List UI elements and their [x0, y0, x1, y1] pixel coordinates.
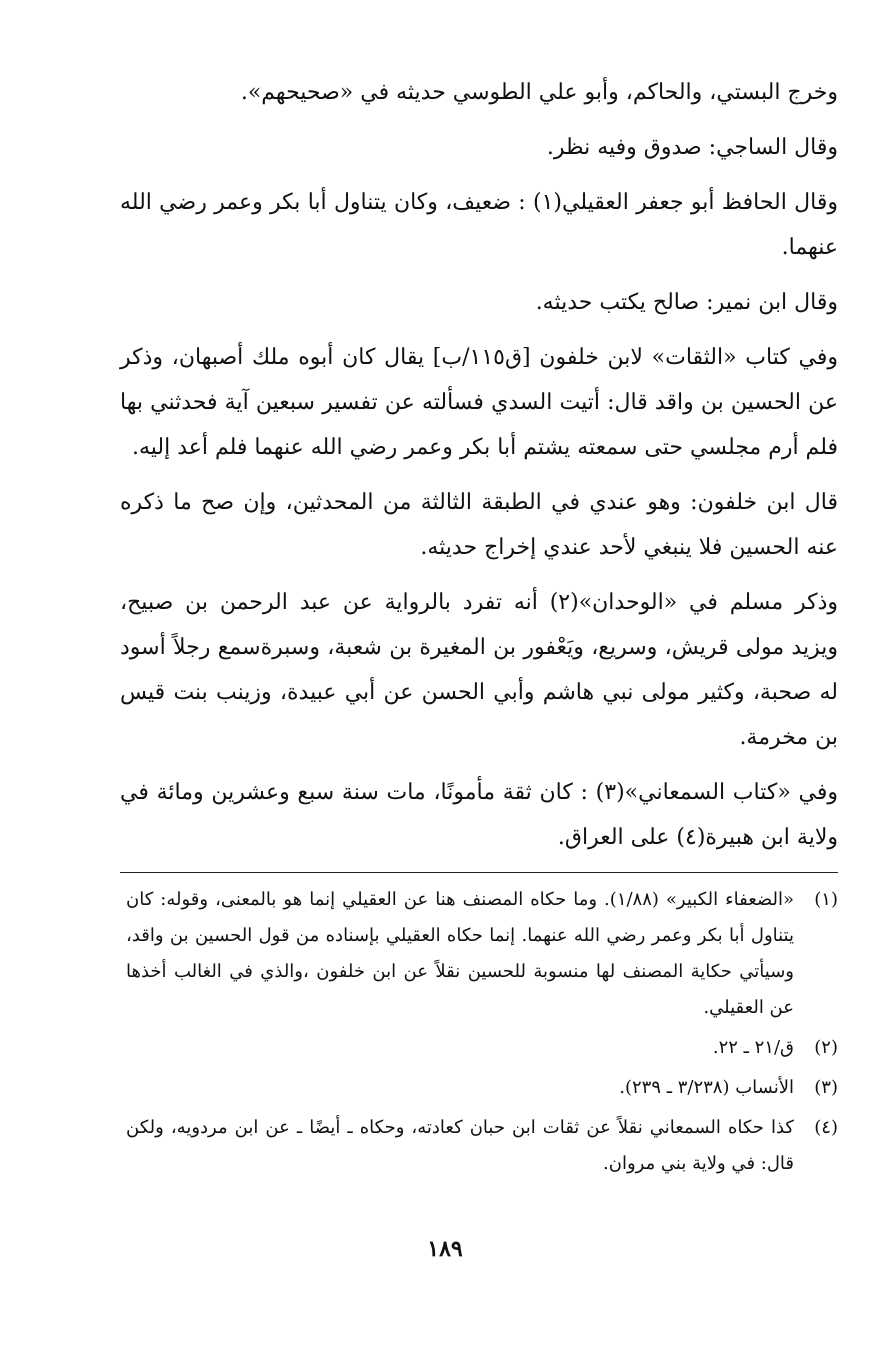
- footnote-4: [126, 1110, 838, 1182]
- footnotes: [126, 882, 838, 1186]
- footnote-text: ق/٢١ ـ ٢٢.: [712, 1037, 794, 1058]
- paragraph-3: وقال الحافظ أبو جعفر العقيلي(١) : ضعيف، وكان يتناول أبا بكر وعمر رضي الله عنهما.: [120, 190, 838, 260]
- footnote-1: [126, 882, 838, 1026]
- paragraph-1: وخرج البستي، والحاكم، وأبو علي الطوسي حديثه في «صحيحهم».: [240, 80, 838, 105]
- paragraph-5: وفي كتاب «الثقات» لابن خلفون [ق١١٥/ب] يقال كان أبوه ملك أصبهان، وذكر عن الحسين بن واقد قال: أتيت السدي فسألته عن تفسير سبعين آية فحدثني بها فلم أرم مجلسي حتى سمعته يشتم أبا بكر وعمر رضي الله عنهما فلم أعد إليه.: [120, 345, 838, 460]
- footnote-text: كذا حكاه السمعاني نقلاً عن ثقات ابن حبان كعادته، وحكاه ـ أيضًا ـ عن ابن مردويه، ولكن قال: في ولاية بني مروان.: [126, 1117, 794, 1174]
- footnote-number: (١): [814, 889, 838, 910]
- paragraph-7: وذكر مسلم في «الوحدان»(٢) أنه تفرد بالرواية عن عبد الرحمن بن صبيح، ويزيد مولى قريش، وسريع، ويَعْفور بن المغيرة بن شعبة، وسبرةسمع رجلاً أسود له صحبة، وكثير مولى نبي هاشم وأبي الحسن عن أبي عبيدة، وزينب بنت قيس بن مخرمة.: [120, 590, 838, 750]
- paragraph-2: وقال الساجي: صدوق وفيه نظر.: [546, 135, 838, 160]
- footnote-number: (٢): [814, 1037, 838, 1058]
- paragraph-4: وقال ابن نمير: صالح يكتب حديثه.: [535, 290, 838, 315]
- footnote-3: [126, 1070, 838, 1106]
- paragraph-6: قال ابن خلفون: وهو عندي في الطبقة الثالثة من المحدثين، وإن صح ما ذكره عنه الحسين فلا ينبغي لأحد عندي إخراج حديثه.: [120, 490, 838, 560]
- page-number: ١٨٩: [427, 1236, 463, 1262]
- paragraph-8: وفي «كتاب السمعاني»(٣) : كان ثقة مأمونًا، مات سنة سبع وعشرين ومائة في ولاية ابن هبيرة(٤) على العراق.: [120, 780, 838, 850]
- footnote-number: (٣): [814, 1077, 838, 1098]
- footnote-text: الأنساب (٣/٢٣٨ ـ ٢٣٩).: [619, 1077, 794, 1098]
- main-text: [120, 70, 838, 870]
- footnote-2: [126, 1030, 838, 1066]
- footnote-number: (٤): [814, 1117, 838, 1138]
- footnote-divider: [120, 872, 838, 873]
- footnote-text: «الضعفاء الكبير» (١/٨٨). وما حكاه المصنف هنا عن العقيلي إنما هو بالمعنى، وقوله: كان يتناول أبا بكر وعمر رضي الله عنهما. إنما حكاه العقيلي بإسناده من قول الحسين بن واقد، وسيأتي حكاية المصنف لها منسوبة للحسين نقلاً عن ابن خلفون ،والذي في الغالب أخذها عن العقيلي.: [126, 889, 795, 1018]
